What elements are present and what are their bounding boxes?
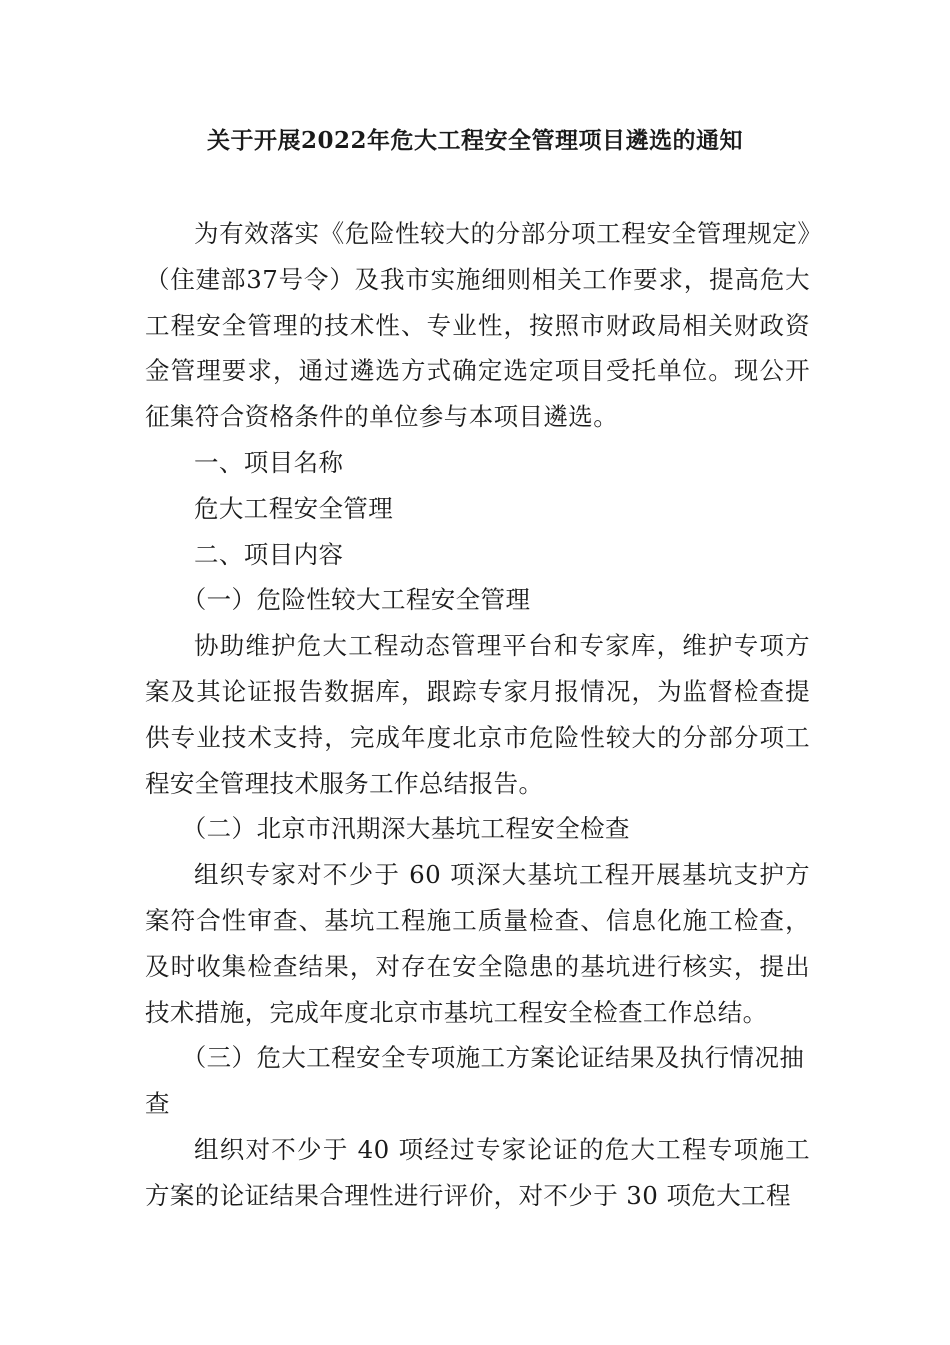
subsection-2-heading: （二）北京市汛期深大基坑工程安全检查 [181, 814, 630, 844]
subsection-3-heading: （三）危大工程安全专项施工方案论证结果及执行情况抽查 [145, 1043, 805, 1119]
subsection-3-content: 组织对不少于 40 项经过专家论证的危大工程专项施工方案的论证结果合理性进行评价，对不少于 30 项危大工程 [145, 1134, 810, 1210]
subsection-2-content: 组织专家对不少于 60 项深大基坑工程开展基坑支护方案符合性审查、基坑工程施工质量检查、信息化施工检查，及时收集检查结果，对存在安全隐患的基坑进行核实，提出技术措施，完成年度北京市基坑工程安全检查工作总结。 [145, 860, 810, 1027]
section-1-content: 危大工程安全管理 [194, 493, 394, 523]
subsection-1-content: 协助维护危大工程动态管理平台和专家库，维护专项方案及其论证报告数据库，跟踪专家月报情况，为监督检查提供专业技术支持，完成年度北京市危险性较大的分部分项工程安全管理技术服务工作总结报告。 [145, 631, 810, 798]
document-body [145, 211, 810, 1219]
intro-paragraph: 为有效落实《危险性较大的分部分项工程安全管理规定》（住建部37号令）及我市实施细则相关工作要求，提高危大工程安全管理的技术性、专业性，按照市财政局相关财政资金管理要求，通过遴选方式确定选定项目受托单位。现公开征集符合资格条件的单位参与本项目遴选。 [145, 219, 810, 432]
document-title: 关于开展2022年危大工程安全管理项目遴选的通知 [206, 127, 743, 154]
section-2-heading: 二、项目内容 [194, 539, 344, 569]
section-1-heading: 一、项目名称 [194, 447, 344, 477]
subsection-1-heading: （一）危险性较大工程安全管理 [181, 585, 531, 615]
